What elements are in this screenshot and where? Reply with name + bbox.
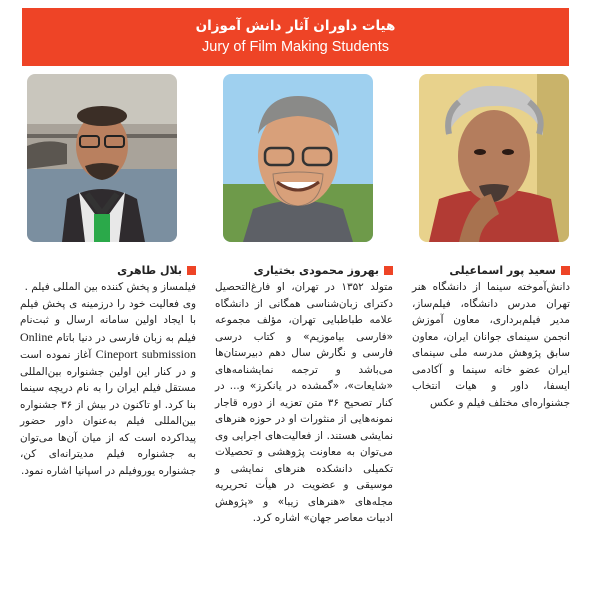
photo-saeed-pour-esmaeili: [419, 74, 569, 242]
jury-bio-text: آغاز نموده است و در کنار این اولین جشنواره بین‌المللی مستقل فیلم ایران را به نام دریچه سینما بنا کرد. او تاکنون در بیش از ۳۶ جشنواره بین‌المللی فیلم به‌عنوان داور حضور پیداکرده است که از میان آن‌ها می‌توان به جشنواره فیلم مدیترانه‌ای کن، جشنواره یوروفیلم در اسپانیا اشاره نمود.: [20, 349, 196, 477]
header-title-en: Jury of Film Making Students: [202, 39, 389, 55]
jury-name: بهروز محمودی بختیاری: [215, 262, 393, 279]
jury-bio: دانش‌آموخته سینما از دانشگاه هنر تهران مدرس دانشگاه، فیلم‌ساز، مدیر فیلم‌برداری، معاون آموزش انجمن سینمای جوانان ایران، معاون سابق پژوهش مدرسه ملی سینمای ایران عضو خانه سینما و آکادمی ایسفا، داور و هیات انتخاب جشنواره‌ای مختلف فیلم و عکس: [412, 281, 570, 409]
jury-bio-paragraph: [20, 296, 196, 480]
jury-member-saeed-pour-esmaeili: [412, 262, 570, 411]
jury-bio: متولد ۱۳۵۲ در تهران، او فارغ‌التحصیل دکترای زبان‌شناسی همگانی از دانشگاه علامه طباطبایی تهران، مؤلف مجموعه «فارسی بیاموزیم» و کتاب درسی فارسی و نگارش سال دهم دبیرستان‌ها می‌باشد و ترجمه نمایشنامه‌های «شایعات»، «گمشده در یانکرز» و... در کنار تصحیح ۳۶ متن تعزیه از دوره قاجار نمونه‌هایی از منثورات او در حوزه هنرهای نمایشی هستند. از فعالیت‌های اجرایی وی می‌توان به معاونت پژوهشی و تحصیلات تکمیلی دانشکده هنرهای نمایشی و موسیقی و عضویت در هیأت تحریریه مجله‌های «هنرهای زیبا» و «پژوهش ادبیات معاصر جهان» اشاره کرد.: [215, 281, 393, 524]
photo-behrouz-mahmoudi-bakhtiari: [223, 74, 373, 242]
jury-bio-latin: submission: [141, 347, 196, 361]
jury-member-behrouz-mahmoudi-bakhtiari: [215, 262, 393, 527]
jury-member-bilal-taheri: [20, 262, 196, 479]
jury-bio: [20, 279, 196, 479]
jury-bio-latin: Online Cineport: [20, 329, 138, 361]
jury-name: بلال طاهری: [20, 262, 196, 279]
header-title-fa: هیات داوران آثار دانش آموزان: [195, 18, 396, 34]
jury-name: سعید پور اسماعیلی: [412, 262, 570, 279]
jury-header: [22, 8, 569, 66]
jury-bio-paragraph: فیلمساز و پخش کننده بین المللی فیلم .: [24, 281, 196, 293]
jury-bio-text: وی فعالیت خود را درزمینه ی پخش فیلم با ایجاد اولین سامانه ارسال و ثبت‌نام فیلم به زبان فارسی در دنیا باتام: [20, 297, 196, 344]
photo-bilal-taheri: [27, 74, 177, 242]
